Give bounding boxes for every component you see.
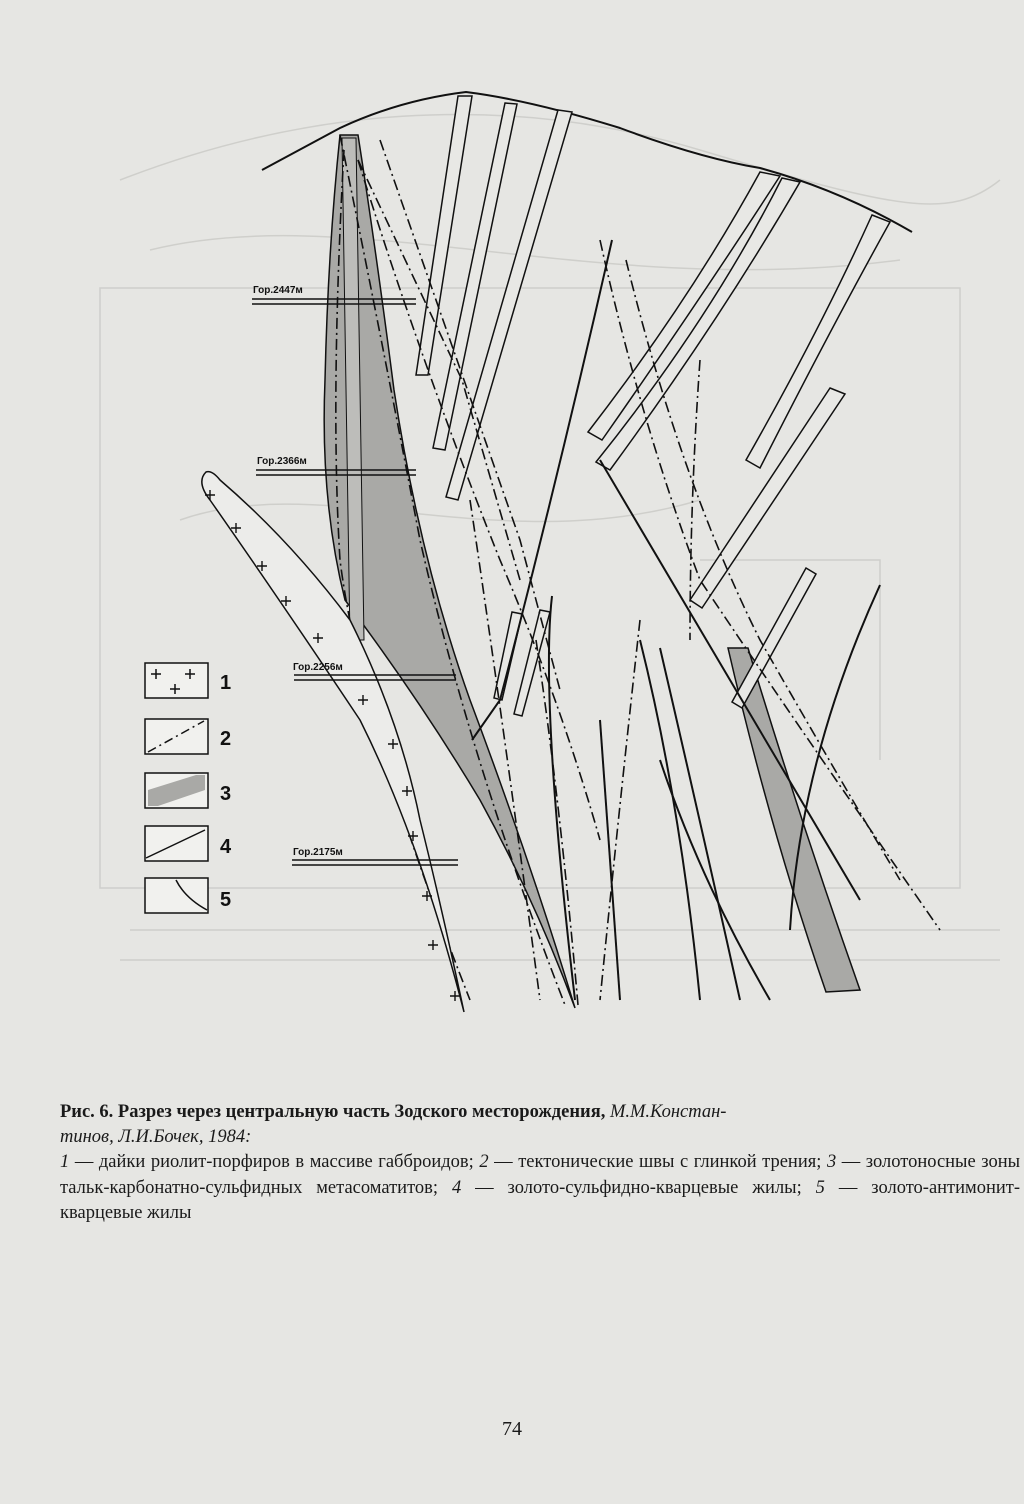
legend-label-3: 3	[220, 783, 232, 805]
legend-desc-num-1: 1	[60, 1152, 70, 1172]
caption-authors: М.М.Констан-	[609, 1102, 727, 1122]
caption-title: Разрез через центральную часть Зодского месторождения,	[117, 1102, 606, 1122]
legend-label-4: 4	[220, 836, 232, 858]
legend-desc-1: — дайки риолит-порфиров в массиве габброидов;	[74, 1152, 474, 1172]
legend-box-1	[145, 663, 208, 698]
level-label-2175: Гор.2175м	[293, 847, 343, 858]
legend-label-5: 5	[220, 889, 232, 911]
legend-desc-5: — золото-антимонит-кварцевые жилы	[60, 1177, 1021, 1223]
figure-caption	[60, 1100, 1020, 1150]
legend-desc-2: — тектонические швы с глинкой трения;	[494, 1152, 822, 1172]
quartz-veins	[416, 96, 890, 716]
legend-desc-num-3: 3	[826, 1152, 837, 1172]
legend-desc-num-5: 5	[815, 1177, 825, 1198]
level-label-2256: Гор.2256м	[293, 662, 343, 673]
legend-desc-3: — золотоносные зоны тальк-карбонатно-сульфидных метасоматитов;	[60, 1152, 1021, 1198]
legend-box-5	[145, 878, 208, 913]
legend-symbols	[146, 669, 207, 910]
level-label-2447: Гор.2447м	[253, 285, 303, 296]
caption-label: Рис. 6.	[60, 1102, 114, 1122]
legend-label-1: 1	[220, 672, 232, 694]
legend-desc-num-4: 4	[451, 1177, 462, 1198]
legend-label-2: 2	[220, 728, 232, 750]
legend-description	[60, 1150, 1020, 1227]
legend-desc-4: — золото-сульфидно-кварцевые жилы;	[475, 1177, 802, 1198]
caption-authors-cont: тинов, Л.И.Бочек, 1984:	[60, 1127, 252, 1147]
level-label-2366: Гор.2366м	[257, 456, 307, 467]
page-number: 74	[502, 1418, 522, 1440]
legend-desc-num-2: 2	[479, 1152, 489, 1172]
